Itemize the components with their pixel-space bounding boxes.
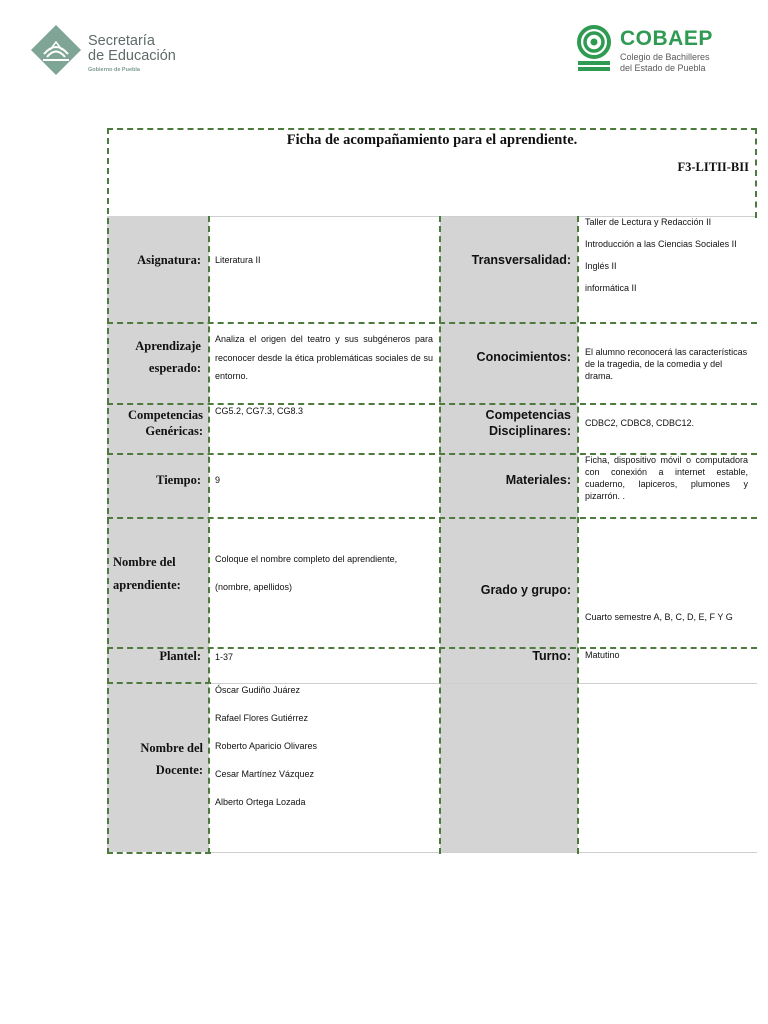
value-transversalidad — [585, 216, 750, 294]
label-aprendizaje: Aprendizaje esperado: — [135, 339, 201, 375]
value-asignatura: Literatura II — [215, 255, 261, 265]
docente-name: Óscar Gudiño Juárez — [215, 685, 301, 695]
secretaria-logo — [28, 22, 178, 82]
label-plantel: Plantel: — [159, 649, 201, 663]
learner-form — [107, 128, 757, 854]
form-code: F3-LITII-BII — [677, 160, 749, 174]
value-grado-grupo: Cuarto semestre A, B, C, D, E, F Y G — [585, 612, 733, 622]
value-nombre-aprendiente — [215, 553, 433, 593]
label-materiales: Materiales: — [505, 473, 571, 487]
label-nombre-docente: Nombre del Docente: — [140, 741, 203, 777]
form-title: Ficha de acompañamiento para el aprendiente. — [286, 132, 578, 148]
docente-name: Cesar Martínez Vázquez — [215, 769, 315, 779]
transversal-item: Inglés II — [585, 261, 617, 271]
value-conocimientos: El alumno reconocerá las características de la tragedia, de la comedia y del drama. — [585, 347, 748, 381]
label-competencias-genericas: Competencias Genéricas: — [128, 408, 203, 438]
cobaep-logo — [576, 24, 746, 80]
value-docentes — [215, 684, 433, 808]
value-plantel: 1-37 — [215, 652, 234, 662]
cobaep-line1: Colegio de Bachilleres — [620, 52, 710, 62]
label-grado-grupo: Grado y grupo: — [480, 583, 571, 597]
label-asignatura: Asignatura: — [137, 253, 201, 267]
secretaria-line1: Secretaría — [88, 33, 155, 49]
label-transversalidad: Transversalidad: — [471, 253, 571, 267]
transversal-item: Taller de Lectura y Redacción II — [585, 217, 712, 227]
label-tiempo: Tiempo: — [156, 473, 201, 487]
aprendiente-hint: Coloque el nombre completo del aprendiente, — [215, 554, 398, 564]
aprendiente-hint: (nombre, apellidos) — [215, 582, 293, 592]
label-nombre-aprendiente: Nombre del aprendiente: — [113, 555, 181, 592]
secretaria-subtitle: Gobierno de Puebla — [88, 67, 140, 73]
transversal-item: Introducción a las Ciencias Sociales II — [585, 239, 737, 249]
docente-name: Roberto Aparicio Olivares — [215, 741, 318, 751]
docente-name: Alberto Ortega Lozada — [215, 797, 306, 807]
secretaria-line2: de Educación — [88, 48, 176, 64]
label-conocimientos: Conocimientos: — [476, 350, 571, 364]
cobaep-line2: del Estado de Puebla — [620, 63, 706, 73]
value-competencias-disciplinares: CDBC2, CDBC8, CDBC12. — [585, 418, 695, 428]
transversal-item: informática II — [585, 283, 637, 293]
secretaria-emblem-icon — [30, 24, 82, 76]
label-competencias-disciplinares: Competencias Disciplinares: — [485, 408, 571, 438]
docente-name: Rafael Flores Gutiérrez — [215, 713, 309, 723]
value-materiales: Ficha, dispositivo móvil o computadora con conexión a internet estable, cuaderno, lapiceros, plumones y pizarrón. . — [585, 455, 748, 501]
value-turno: Matutino — [585, 650, 620, 660]
value-competencias-genericas: CG5.2, CG7.3, CG8.3 — [215, 406, 304, 416]
value-tiempo: 9 — [215, 475, 221, 485]
value-aprendizaje: Analiza el origen del teatro y sus subgéneros para reconocer desde la ética problemáticas sociales de su entorno. — [215, 334, 433, 381]
right-label-column — [440, 216, 578, 852]
cobaep-swirl-icon — [576, 24, 616, 76]
cobaep-name: COBAEP — [620, 27, 713, 50]
label-turno: Turno: — [532, 649, 571, 663]
